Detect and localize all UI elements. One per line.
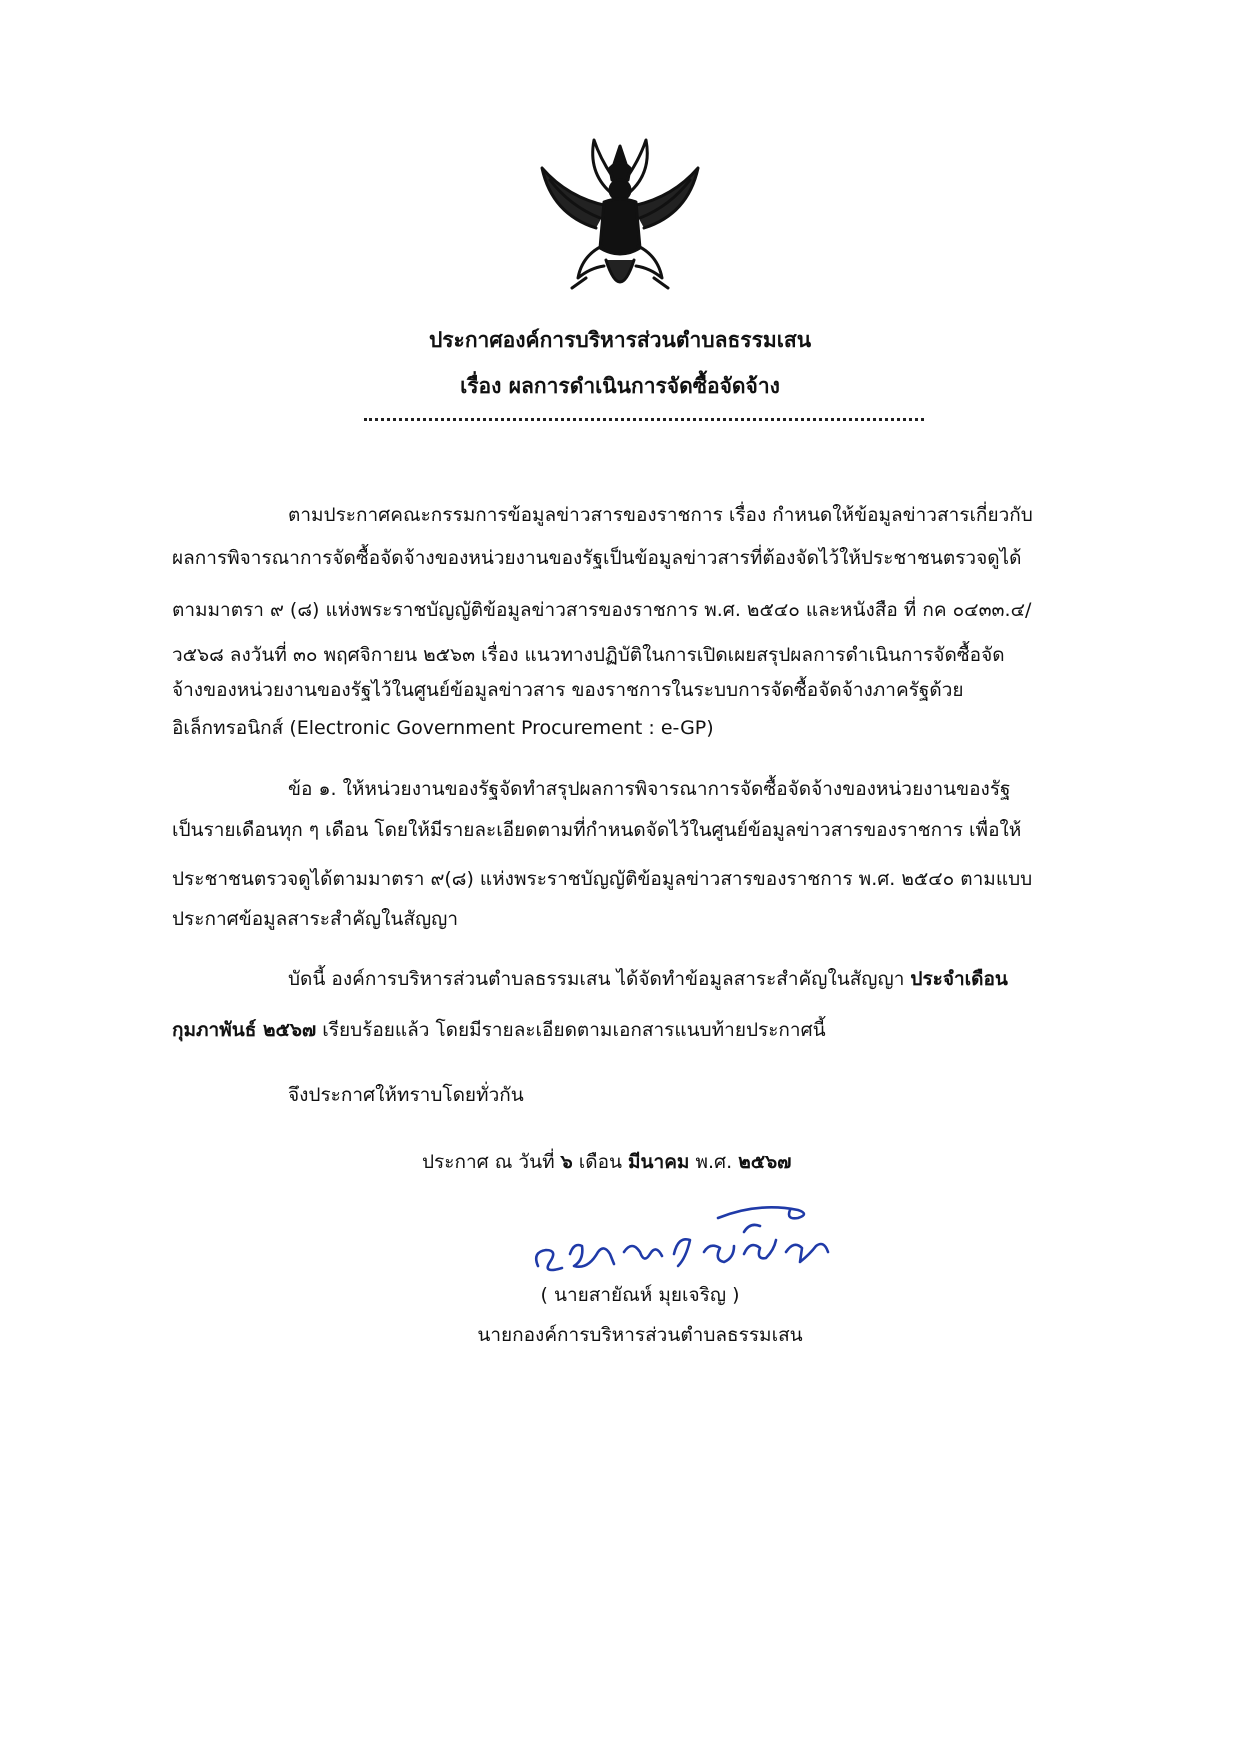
para1-line2: ผลการพิจารณาการจัดซื้อจัดจ้างของหน่วยงานของรัฐเป็นข้อมูลข่าวสารที่ต้องจัดไว้ให้ประชาชนตรวจดูได้ xyxy=(172,547,1022,569)
announcement-title: ประกาศองค์การบริหารส่วนตำบลธรรมเสน xyxy=(428,328,812,352)
para2-line4: ประกาศข้อมูลสาระสำคัญในสัญญา xyxy=(172,908,459,930)
signer-title: นายกองค์การบริหารส่วนตำบลธรรมเสน xyxy=(477,1324,803,1346)
para2-line2: เป็นรายเดือนทุก ๆ เดือน โดยให้มีรายละเอียดตามที่กำหนดจัดไว้ในศูนย์ข้อมูลข่าวสารของราชการ เพื่อให้ xyxy=(172,819,1022,841)
handwritten-signature xyxy=(528,1196,858,1292)
para3-month-label: ประจำเดือน xyxy=(910,968,1008,990)
para3-line1-text: บัดนี้ องค์การบริหารส่วนตำบลธรรมเสน ได้จัดทำข้อมูลสาระสำคัญในสัญญา xyxy=(288,968,911,990)
para1-line1: ตามประกาศคณะกรรมการข้อมูลข่าวสารของราชการ เรื่อง กำหนดให้ข้อมูลข่าวสารเกี่ยวกับ xyxy=(288,504,1033,526)
para3-line1 xyxy=(288,964,1008,994)
para3-line2 xyxy=(172,1015,826,1045)
date-year-label: พ.ศ. xyxy=(689,1151,739,1173)
para2-line1: ข้อ ๑. ให้หน่วยงานของรัฐจัดทำสรุปผลการพิจารณาการจัดซื้อจัดจ้างของหน่วยงานของรัฐ xyxy=(288,778,1011,800)
garuda-emblem-icon xyxy=(530,128,710,308)
date-year: ๒๕๖๗ xyxy=(738,1151,792,1173)
para1-line4: ว๕๖๘ ลงวันที่ ๓๐ พฤศจิกายน ๒๕๖๓ เรื่อง แนวทางปฏิบัติในการเปิดเผยสรุปผลการดำเนินการจัดซื้อจัด xyxy=(172,644,1005,666)
announcement-subject: เรื่อง ผลการดำเนินการจัดซื้อจัดจ้าง xyxy=(460,374,780,398)
closing-text: จึงประกาศให้ทราบโดยทั่วกัน xyxy=(288,1084,524,1106)
announcement-date xyxy=(422,1147,791,1177)
para1-line6: อิเล็กทรอนิกส์ (Electronic Government Procurement : e-GP) xyxy=(172,717,714,739)
date-day: ๖ xyxy=(560,1151,573,1173)
para1-line5: จ้างของหน่วยงานของรัฐไว้ในศูนย์ข้อมูลข่าวสาร ของราชการในระบบการจัดซื้อจัดจ้างภาครัฐด้วย xyxy=(172,679,964,701)
para1-line3: ตามมาตรา ๙ (๘) แห่งพระราชบัญญัติข้อมูลข่าวสารของราชการ พ.ศ. ๒๕๔๐ และหนังสือ ที่ กค ๐๔๓๓.๔/ xyxy=(172,599,1032,621)
date-prefix: ประกาศ ณ วันที่ xyxy=(422,1151,561,1173)
para2-line3: ประชาชนตรวจดูได้ตามมาตรา ๙(๘) แห่งพระราชบัญญัติข้อมูลข่าวสารของราชการ พ.ศ. ๒๕๔๐ ตามแบบ xyxy=(172,868,1033,890)
signer-name: ( นายสายัณห์ มุยเจริญ ) xyxy=(540,1284,740,1306)
date-month: มีนาคม xyxy=(628,1151,690,1173)
para3-month-year: กุมภาพันธ์ ๒๕๖๗ xyxy=(172,1019,317,1041)
date-month-label: เดือน xyxy=(572,1151,629,1173)
dotted-divider xyxy=(364,418,924,421)
para3-line2-text: เรียบร้อยแล้ว โดยมีรายละเอียดตามเอกสารแนบท้ายประกาศนี้ xyxy=(316,1019,826,1041)
